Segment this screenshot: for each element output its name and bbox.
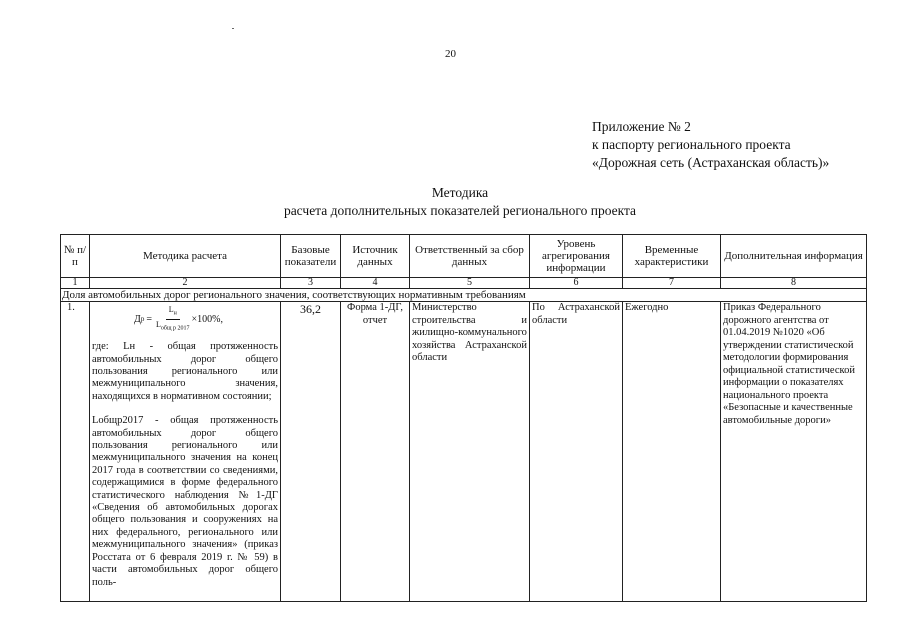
column-number: 1 <box>61 278 90 289</box>
method-paragraph-2: Lобщр2017 - общая протяженность автомобильных дорог общего пользования регионального или межмуниципального значения на конец 2017 года в соответствии со сведениями, содержащимися в форме федерального статистического наблюдения №1-ДГ «Сведения об автомобильных дорогах общего пользования и сооружениях на них федерального, регионального или межмуниципального значения» (приказ Росстата от 6 февраля 2019 г. № 59) в части автомобильных дорог общего поль- <box>92 415 278 588</box>
method-description <box>92 341 278 589</box>
responsible-cell: Министерство строительства и жилищно-коммунального хозяйства Астраханской области <box>410 302 530 602</box>
page-number: 20 <box>445 48 456 60</box>
section-row <box>61 289 867 302</box>
column-number: 8 <box>721 278 867 289</box>
header-row <box>61 235 867 278</box>
appendix-line-3: «Дорожная сеть (Астраханская область)» <box>592 155 830 170</box>
method-cell <box>90 302 281 602</box>
column-number: 6 <box>530 278 623 289</box>
table-row <box>61 302 867 602</box>
row-number: 1. <box>61 302 90 602</box>
base-value: 36,2 <box>281 302 341 602</box>
formula-numerator: $L_н$ <box>166 305 180 320</box>
document-title <box>60 184 860 220</box>
column-number: 4 <box>341 278 410 289</box>
appendix-block <box>592 118 829 172</box>
formula-equals: = <box>146 313 152 325</box>
methodology-table <box>60 234 867 602</box>
column-number: 2 <box>90 278 281 289</box>
formula-fraction <box>156 305 190 333</box>
column-number: 5 <box>410 278 530 289</box>
header-num: № п/п <box>61 235 90 278</box>
header-source: Источник данных <box>341 235 410 278</box>
section-title: Доля автомобильных дорог регионального значения, соответствующих нормативным требованиям <box>61 289 867 302</box>
stray-mark <box>232 28 234 29</box>
formula-lhs-sub: р <box>140 315 145 324</box>
column-number-row <box>61 278 867 289</box>
formula-tail: ×100%, <box>191 313 224 325</box>
column-number: 7 <box>623 278 721 289</box>
header-method: Методика расчета <box>90 235 281 278</box>
method-paragraph-1: где: Lн - общая протяженность автомобильных дорог общего пользования регионального или межмуниципального значения, находящихся в нормативном состоянии; <box>92 341 278 402</box>
appendix-line-2: к паспорту регионального проекта <box>592 137 791 152</box>
formula <box>134 305 278 333</box>
title-line-1: Методика <box>431 185 489 200</box>
source-cell: Форма 1-ДГ, отчет <box>341 302 410 602</box>
additional-info-cell: Приказ Федерального дорожного агентства от 01.04.2019 №1020 «Об утверждении статистической методологии формирования официальной статистической информации о показателях национального проекта «Безопасные и качественные автомобильные дороги» <box>721 302 867 602</box>
header-base: Базовые показатели <box>281 235 341 278</box>
aggregation-cell: По Астраханской области <box>530 302 623 602</box>
formula-denominator: $L_{общ р 2017}$ <box>155 319 190 332</box>
formula-lhs: Д <box>134 313 141 325</box>
header-additional: Дополнительная информация <box>721 235 867 278</box>
title-line-2: расчета дополнительных показателей регионального проекта <box>283 203 637 218</box>
timing-cell: Ежегодно <box>623 302 721 602</box>
column-number: 3 <box>281 278 341 289</box>
header-aggregation: Уровень агрегирования информации <box>530 235 623 278</box>
appendix-line-1: Приложение № 2 <box>592 119 691 134</box>
header-responsible: Ответственный за сбор данных <box>410 235 530 278</box>
header-timing: Временные характеристики <box>623 235 721 278</box>
